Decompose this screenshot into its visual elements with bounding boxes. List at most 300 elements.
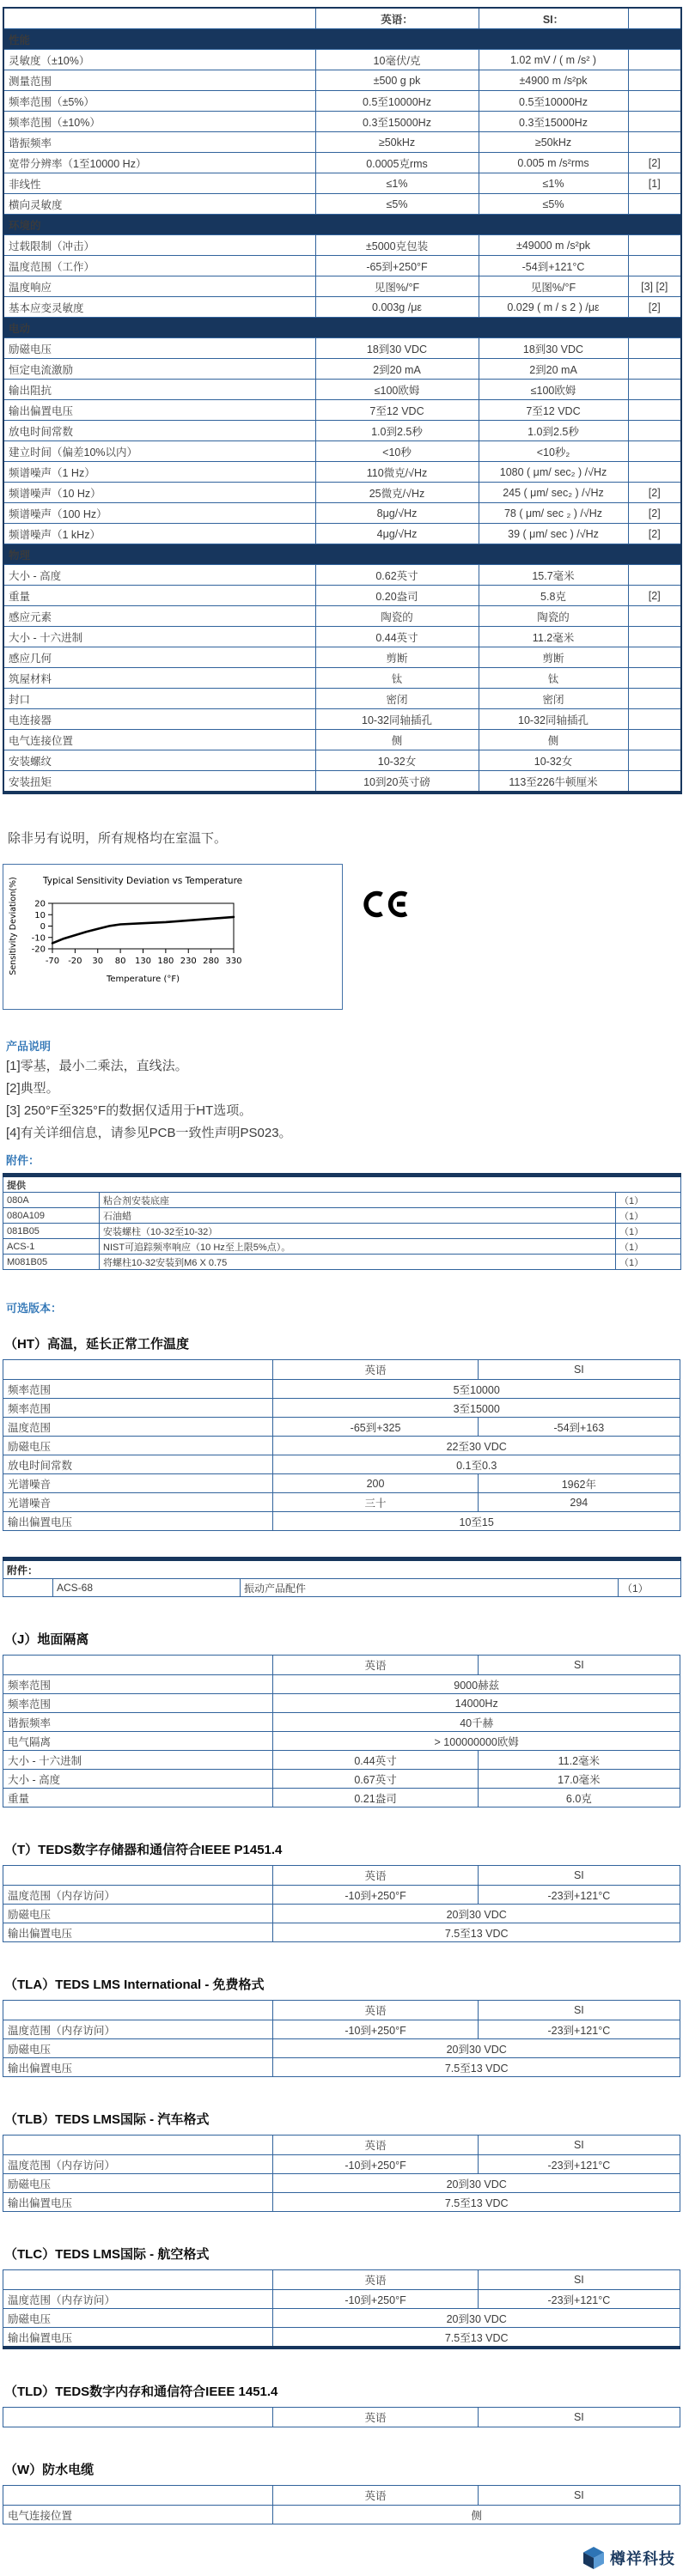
optional-header-blank bbox=[3, 1656, 273, 1675]
spec-label: 电连接器 bbox=[3, 709, 315, 730]
optional-label: 输出偏置电压 bbox=[3, 2058, 273, 2077]
spec-english-value: 侧 bbox=[315, 730, 479, 750]
spec-label: 宽带分辨率（1至10000 Hz） bbox=[3, 153, 315, 173]
spec-english-value: 18到30 VDC bbox=[315, 338, 479, 359]
product-notes-list bbox=[3, 1057, 680, 1143]
optional-label: 温度范围（内存访问） bbox=[3, 2290, 273, 2309]
spec-note: [2] bbox=[628, 524, 681, 544]
optional-label: 频率范围 bbox=[3, 1399, 273, 1418]
accessories-table bbox=[3, 1173, 681, 1270]
spec-label: 输出阻抗 bbox=[3, 380, 315, 400]
optional-row bbox=[3, 2506, 680, 2524]
spec-english-value: 密闭 bbox=[315, 689, 479, 709]
spec-note bbox=[628, 421, 681, 441]
optional-row bbox=[3, 2193, 680, 2212]
spec-english-value: 0.20盎司 bbox=[315, 586, 479, 606]
spec-si-value: 陶瓷的 bbox=[479, 606, 628, 627]
accessories-title: 附件： bbox=[6, 1154, 40, 1167]
optional-header-blank bbox=[3, 2486, 273, 2506]
optional-header-blank bbox=[3, 1866, 273, 1886]
optional-row bbox=[3, 1789, 680, 1807]
spec-english-value: 0.62英寸 bbox=[315, 565, 479, 586]
optional-section-table bbox=[3, 1359, 680, 1531]
chart-series-line bbox=[52, 917, 234, 944]
optional-row bbox=[3, 2328, 680, 2348]
optional-row bbox=[3, 1675, 680, 1694]
spec-si-value: 密闭 bbox=[479, 689, 628, 709]
section-band-label: 电动 bbox=[3, 318, 681, 338]
spec-si-value: ≥50kHz bbox=[479, 132, 628, 153]
optional-span-value: 3至15000 bbox=[273, 1399, 680, 1418]
chart-y-label: Sensitivity Deviation(%) bbox=[9, 877, 18, 975]
optional-span-value: 22至30 VDC bbox=[273, 1437, 680, 1455]
optional-row bbox=[3, 1380, 680, 1399]
section-band-label: 环境的 bbox=[3, 215, 681, 235]
spec-note bbox=[628, 627, 681, 647]
optional-row bbox=[3, 1455, 680, 1474]
optional-col-english: 英语 bbox=[273, 1656, 478, 1675]
spec-si-value: ±4900 m /s²pk bbox=[479, 70, 628, 91]
spec-label: 大小 - 十六进制 bbox=[3, 627, 315, 647]
optional-english-value: 0.21盎司 bbox=[273, 1789, 478, 1807]
spec-english-value: 0.5至10000Hz bbox=[315, 91, 479, 112]
spec-english-value: 剪断 bbox=[315, 647, 479, 668]
spec-english-value: 2到20 mA bbox=[315, 359, 479, 380]
optional-span-value: 5至10000 bbox=[273, 1380, 680, 1399]
optional-span-value: 0.1至0.3 bbox=[273, 1455, 680, 1474]
spec-english-value: 25微克/√Hz bbox=[315, 483, 479, 503]
optional-header-blank bbox=[3, 2001, 273, 2020]
accessory-row bbox=[3, 1239, 681, 1255]
optional-label: 光谱噪音 bbox=[3, 1493, 273, 1512]
accessory-desc: 石油蜡 bbox=[100, 1208, 616, 1224]
spec-english-value: 0.44英寸 bbox=[315, 627, 479, 647]
optional-section-title: （T）TEDS数字存储器和通信符合IEEE P1451.4 bbox=[4, 1843, 283, 1857]
spec-row bbox=[3, 647, 681, 668]
optional-label: 频率范围 bbox=[3, 1694, 273, 1713]
optional-row bbox=[3, 1493, 680, 1512]
spec-si-value: 钛 bbox=[479, 668, 628, 689]
optional-english-value: -10到+250°F bbox=[273, 2020, 478, 2039]
spec-label: 放电时间常数 bbox=[3, 421, 315, 441]
optional-col-si: SI bbox=[478, 2408, 680, 2427]
optional-label: 输出偏置电压 bbox=[3, 1923, 273, 1942]
spec-label: 温度响应 bbox=[3, 276, 315, 297]
spec-label: 感应元素 bbox=[3, 606, 315, 627]
product-note: [4]有关详细信息，请参见PCB一致性声明PS023。 bbox=[6, 1126, 292, 1140]
spec-si-value: -54到+121°C bbox=[479, 256, 628, 276]
optional-section-title: （W）防水电缆 bbox=[4, 2463, 95, 2477]
optional-section-table bbox=[3, 2000, 680, 2077]
spec-label: 基本应变灵敏度 bbox=[3, 297, 315, 318]
spec-label: 过载限制（冲击） bbox=[3, 235, 315, 256]
spec-label: 温度范围（工作） bbox=[3, 256, 315, 276]
optional-label: 大小 - 十六进制 bbox=[3, 1751, 273, 1770]
accessory-model: ACS-1 bbox=[3, 1239, 100, 1255]
optional-accessories-table bbox=[3, 1557, 681, 1597]
spec-note bbox=[628, 647, 681, 668]
accessory-model: 081B05 bbox=[3, 1224, 100, 1239]
optional-section-table bbox=[3, 2269, 680, 2349]
accessory-row bbox=[3, 1193, 681, 1208]
spec-row bbox=[3, 689, 681, 709]
spec-note bbox=[628, 565, 681, 586]
optional-si-value: -23到+121°C bbox=[478, 2290, 680, 2309]
spec-row bbox=[3, 400, 681, 421]
chart-x-tick: 280 bbox=[203, 957, 220, 966]
optional-label: 励磁电压 bbox=[3, 1437, 273, 1455]
spec-note bbox=[628, 771, 681, 793]
optional-si-value: -23到+121°C bbox=[478, 1886, 680, 1905]
optional-span-value: 40千赫 bbox=[273, 1713, 680, 1732]
section-band-label: 性能 bbox=[3, 29, 681, 50]
spec-label: 频谱噪声（10 Hz） bbox=[3, 483, 315, 503]
optional-label: 放电时间常数 bbox=[3, 1455, 273, 1474]
spec-note: [2] bbox=[628, 586, 681, 606]
optional-span-value: 10至15 bbox=[273, 1512, 680, 1531]
accessory-desc: 将螺柱10-32安装到M6 X 0.75 bbox=[100, 1255, 616, 1270]
chart-y-tick: 10 bbox=[34, 910, 46, 920]
optional-row bbox=[3, 2290, 680, 2309]
sensitivity-chart bbox=[3, 864, 343, 1010]
accessory-qty: （1） bbox=[616, 1239, 681, 1255]
spec-label: 励磁电压 bbox=[3, 338, 315, 359]
spec-note bbox=[628, 91, 681, 112]
spec-si-value: 78 ( μm/ sec ₂ ) /√Hz bbox=[479, 503, 628, 524]
spec-english-value: 10-32女 bbox=[315, 750, 479, 771]
optional-english-value: 0.44英寸 bbox=[273, 1751, 478, 1770]
spec-label: 谐振频率 bbox=[3, 132, 315, 153]
spec-english-value: 0.0005克rms bbox=[315, 153, 479, 173]
optional-header-row bbox=[3, 1360, 680, 1380]
spec-row bbox=[3, 380, 681, 400]
optional-col-si: SI bbox=[478, 2486, 680, 2506]
chart-x-tick: 30 bbox=[92, 957, 104, 966]
optional-span-value: 侧 bbox=[273, 2506, 680, 2524]
accessory-qty: （1） bbox=[616, 1224, 681, 1239]
spec-note bbox=[628, 256, 681, 276]
optional-label: 频率范围 bbox=[3, 1380, 273, 1399]
optional-english-value: 三十 bbox=[273, 1493, 478, 1512]
optional-header-blank bbox=[3, 2136, 273, 2155]
optional-header-row bbox=[3, 2001, 680, 2020]
optional-section-table bbox=[3, 1655, 680, 1807]
spec-english-value: 8μg/√Hz bbox=[315, 503, 479, 524]
optional-si-value: 1962年 bbox=[478, 1474, 680, 1493]
spec-label: 封口 bbox=[3, 689, 315, 709]
spec-note bbox=[628, 50, 681, 70]
spec-note: [1] bbox=[628, 173, 681, 194]
spec-row bbox=[3, 586, 681, 606]
spec-english-value: ≥50kHz bbox=[315, 132, 479, 153]
spec-english-value: 钛 bbox=[315, 668, 479, 689]
optional-row bbox=[3, 1923, 680, 1942]
spec-note bbox=[628, 132, 681, 153]
optional-header-blank bbox=[3, 1360, 273, 1380]
spec-english-value: <10秒 bbox=[315, 441, 479, 462]
chart-x-tick: -20 bbox=[68, 957, 82, 966]
spec-si-value: 0.5至10000Hz bbox=[479, 91, 628, 112]
optional-label: 输出偏置电压 bbox=[3, 2193, 273, 2212]
spec-si-value: 1.02 mV / ( m /s² ) bbox=[479, 50, 628, 70]
optional-row bbox=[3, 1512, 680, 1531]
optional-sections bbox=[3, 1334, 680, 2524]
spec-si-value: ±49000 m /s²pk bbox=[479, 235, 628, 256]
spec-si-value: 10-32女 bbox=[479, 750, 628, 771]
optional-col-si: SI bbox=[478, 2001, 680, 2020]
optional-col-english: 英语 bbox=[273, 2270, 478, 2290]
spec-row bbox=[3, 297, 681, 318]
spec-note: [2] bbox=[628, 483, 681, 503]
optional-label: 大小 - 高度 bbox=[3, 1770, 273, 1789]
spec-table bbox=[3, 7, 682, 794]
optional-label: 温度范围 bbox=[3, 1418, 273, 1437]
spec-label: 安装螺纹 bbox=[3, 750, 315, 771]
optional-si-value: 294 bbox=[478, 1493, 680, 1512]
section-band bbox=[3, 29, 681, 50]
optional-si-value: -23到+121°C bbox=[478, 2155, 680, 2174]
spec-note bbox=[628, 668, 681, 689]
optional-si-value: -23到+121°C bbox=[478, 2020, 680, 2039]
spec-label: 大小 - 高度 bbox=[3, 565, 315, 586]
optional-label: 励磁电压 bbox=[3, 2174, 273, 2193]
spec-label: 安装扭矩 bbox=[3, 771, 315, 793]
accessory-model: 080A109 bbox=[3, 1208, 100, 1224]
accessory-row bbox=[3, 1208, 681, 1224]
optional-section-table bbox=[3, 2407, 680, 2427]
chart-x-tick: 180 bbox=[157, 957, 174, 966]
spec-si-value: 0.3至15000Hz bbox=[479, 112, 628, 132]
spec-row bbox=[3, 194, 681, 215]
spec-row bbox=[3, 668, 681, 689]
spec-label: 重量 bbox=[3, 586, 315, 606]
spec-row bbox=[3, 730, 681, 750]
spec-row bbox=[3, 91, 681, 112]
optional-header-row bbox=[3, 2408, 680, 2427]
optional-si-value: 11.2毫米 bbox=[478, 1751, 680, 1770]
spec-si-value: 245 ( μm/ sec₂ ) /√Hz bbox=[479, 483, 628, 503]
chart-row bbox=[3, 864, 680, 1010]
sensitivity-chart-svg bbox=[3, 865, 342, 1009]
optional-col-si: SI bbox=[478, 2270, 680, 2290]
optional-row bbox=[3, 2020, 680, 2039]
accessory-qty: （1） bbox=[616, 1255, 681, 1270]
optional-row bbox=[3, 1905, 680, 1923]
optional-section-table bbox=[3, 2135, 680, 2212]
spec-si-value: 5.8克 bbox=[479, 586, 628, 606]
accessory-desc: NIST可追踪频率响应（10 Hz至上限5%点）。 bbox=[100, 1239, 616, 1255]
spec-si-value: ≤100欧姆 bbox=[479, 380, 628, 400]
optional-header-row bbox=[3, 1866, 680, 1886]
accessories-band-label: 提供 bbox=[3, 1176, 681, 1193]
optional-label: 温度范围（内存访问） bbox=[3, 2155, 273, 2174]
spec-english-value: 1.0到2.5秒 bbox=[315, 421, 479, 441]
optional-row bbox=[3, 1418, 680, 1437]
optional-section-table bbox=[3, 2485, 680, 2524]
optional-section-title: （J）地面隔离 bbox=[4, 1632, 89, 1647]
spec-header-blank bbox=[3, 8, 315, 29]
optional-col-si: SI bbox=[478, 1360, 680, 1380]
spec-label: 恒定电流激励 bbox=[3, 359, 315, 380]
spec-header-note bbox=[628, 8, 681, 29]
spec-si-value: 0.005 m /s²rms bbox=[479, 153, 628, 173]
spec-row bbox=[3, 771, 681, 793]
optional-col-english: 英语 bbox=[273, 2486, 478, 2506]
spec-note bbox=[628, 441, 681, 462]
room-temp-note: 除非另有说明，所有规格均在室温下。 bbox=[8, 831, 228, 846]
spec-english-value: 10到20英寸磅 bbox=[315, 771, 479, 793]
chart-x-tick: -70 bbox=[45, 957, 60, 966]
spec-english-value: 4μg/√Hz bbox=[315, 524, 479, 544]
spec-label: 横向灵敏度 bbox=[3, 194, 315, 215]
chart-x-tick: 80 bbox=[114, 957, 126, 966]
spec-row bbox=[3, 50, 681, 70]
optional-row bbox=[3, 1713, 680, 1732]
optional-english-value: -10到+250°F bbox=[273, 2290, 478, 2309]
spec-row bbox=[3, 462, 681, 483]
accessory-qty: （1） bbox=[616, 1208, 681, 1224]
optional-span-value: 20到30 VDC bbox=[273, 1905, 680, 1923]
product-note: [3] 250°F至325°F的数据仅适用于HT选项。 bbox=[6, 1103, 253, 1118]
spec-note bbox=[628, 709, 681, 730]
spec-si-value: ≤5% bbox=[479, 194, 628, 215]
product-notes-title: 产品说明 bbox=[6, 1040, 52, 1053]
spec-si-value: 1.0到2.5秒 bbox=[479, 421, 628, 441]
accessory-model: ACS-68 bbox=[53, 1579, 241, 1597]
spec-note: [2] bbox=[628, 297, 681, 318]
spec-si-value: 18到30 VDC bbox=[479, 338, 628, 359]
spec-note bbox=[628, 359, 681, 380]
spec-si-value: 1080 ( μm/ sec₂ ) /√Hz bbox=[479, 462, 628, 483]
optional-label: 温度范围（内存访问） bbox=[3, 1886, 273, 1905]
spec-row bbox=[3, 276, 681, 297]
optional-row bbox=[3, 1399, 680, 1418]
optional-span-value: 7.5至13 VDC bbox=[273, 2058, 680, 2077]
spec-note bbox=[628, 194, 681, 215]
optional-header-blank bbox=[3, 2408, 273, 2427]
spec-note bbox=[628, 380, 681, 400]
spec-english-value: ±5000克包装 bbox=[315, 235, 479, 256]
optional-section-title: （TLC）TEDS LMS国际 - 航空格式 bbox=[4, 2247, 210, 2262]
spec-label: 建立时间（偏差10%以内） bbox=[3, 441, 315, 462]
spec-english-value: -65到+250°F bbox=[315, 256, 479, 276]
optional-row bbox=[3, 2155, 680, 2174]
optional-label: 励磁电压 bbox=[3, 2309, 273, 2328]
spec-row bbox=[3, 483, 681, 503]
optional-col-english: 英语 bbox=[273, 2001, 478, 2020]
spec-label: 频谱噪声（1 Hz） bbox=[3, 462, 315, 483]
spec-row bbox=[3, 70, 681, 91]
spec-si-value: 11.2毫米 bbox=[479, 627, 628, 647]
spec-row bbox=[3, 750, 681, 771]
spec-note bbox=[628, 235, 681, 256]
optional-label: 频率范围 bbox=[3, 1675, 273, 1694]
spec-note: [2] bbox=[628, 503, 681, 524]
accessory-blank bbox=[3, 1579, 53, 1597]
spec-row bbox=[3, 235, 681, 256]
section-band-label: 物理 bbox=[3, 544, 681, 565]
spec-english-value: ≤1% bbox=[315, 173, 479, 194]
spec-si-value: <10秒₂ bbox=[479, 441, 628, 462]
spec-si-value: 侧 bbox=[479, 730, 628, 750]
accessory-model: 080A bbox=[3, 1193, 100, 1208]
chart-y-tick: -20 bbox=[31, 945, 46, 955]
optional-col-si: SI bbox=[478, 2136, 680, 2155]
optional-section-title: （TLB）TEDS LMS国际 - 汽车格式 bbox=[4, 2112, 210, 2127]
optional-label: 温度范围（内存访问） bbox=[3, 2020, 273, 2039]
spec-si-value: 0.029 ( m / s 2 ) /με bbox=[479, 297, 628, 318]
optional-si-value: 6.0克 bbox=[478, 1789, 680, 1807]
optional-span-value: 20到30 VDC bbox=[273, 2309, 680, 2328]
spec-note bbox=[628, 400, 681, 421]
accessory-row bbox=[3, 1255, 681, 1270]
spec-row bbox=[3, 359, 681, 380]
optional-row bbox=[3, 2058, 680, 2077]
optional-span-value: 7.5至13 VDC bbox=[273, 2193, 680, 2212]
spec-row bbox=[3, 132, 681, 153]
spec-label: 感应几何 bbox=[3, 647, 315, 668]
accessory-row bbox=[3, 1579, 681, 1597]
optional-versions-title: 可选版本： bbox=[6, 1302, 63, 1315]
ce-mark-icon bbox=[362, 888, 410, 920]
optional-label: 输出偏置电压 bbox=[3, 1512, 273, 1531]
optional-row bbox=[3, 2039, 680, 2058]
brand-cube-icon bbox=[581, 2545, 607, 2571]
spec-english-value: 0.3至15000Hz bbox=[315, 112, 479, 132]
optional-row bbox=[3, 2309, 680, 2328]
optional-label: 重量 bbox=[3, 1789, 273, 1807]
spec-label: 频率范围（±10%） bbox=[3, 112, 315, 132]
spec-si-value: ≤1% bbox=[479, 173, 628, 194]
spec-note bbox=[628, 730, 681, 750]
optional-accessories-band bbox=[3, 1559, 681, 1579]
spec-row bbox=[3, 338, 681, 359]
optional-row bbox=[3, 1694, 680, 1713]
optional-section-title: （HT）高温，延长正常工作温度 bbox=[4, 1337, 189, 1352]
spec-row bbox=[3, 627, 681, 647]
optional-span-value: 9000赫兹 bbox=[273, 1675, 680, 1694]
spec-english-value: ≤5% bbox=[315, 194, 479, 215]
optional-section-title: （TLA）TEDS LMS International - 免费格式 bbox=[4, 1978, 265, 1992]
optional-label: 光谱噪音 bbox=[3, 1474, 273, 1493]
spec-note bbox=[628, 70, 681, 91]
product-note: [2]典型。 bbox=[6, 1081, 59, 1096]
spec-english-value: 10-32同轴插孔 bbox=[315, 709, 479, 730]
spec-label: 频谱噪声（100 Hz） bbox=[3, 503, 315, 524]
optional-label: 电气隔离 bbox=[3, 1732, 273, 1751]
spec-row bbox=[3, 173, 681, 194]
optional-col-english: 英语 bbox=[273, 1866, 478, 1886]
spec-english-value: 7至12 VDC bbox=[315, 400, 479, 421]
spec-note bbox=[628, 750, 681, 771]
spec-label: 非线性 bbox=[3, 173, 315, 194]
spec-si-value: 15.7毫米 bbox=[479, 565, 628, 586]
chart-x-label: Temperature (°F) bbox=[106, 975, 180, 984]
spec-si-value: 10-32同轴插孔 bbox=[479, 709, 628, 730]
optional-section-table bbox=[3, 1865, 680, 1942]
spec-note bbox=[628, 462, 681, 483]
optional-english-value: -10到+250°F bbox=[273, 2155, 478, 2174]
spec-english-value: ±500 g pk bbox=[315, 70, 479, 91]
accessory-qty: （1） bbox=[619, 1579, 681, 1597]
chart-y-tick: 0 bbox=[40, 922, 46, 932]
spec-row bbox=[3, 112, 681, 132]
optional-row bbox=[3, 1732, 680, 1751]
optional-col-english: 英语 bbox=[273, 1360, 478, 1380]
spec-note: [2] bbox=[628, 153, 681, 173]
spec-note bbox=[628, 338, 681, 359]
optional-section-title: （TLD）TEDS数字内存和通信符合IEEE 1451.4 bbox=[4, 2385, 278, 2399]
